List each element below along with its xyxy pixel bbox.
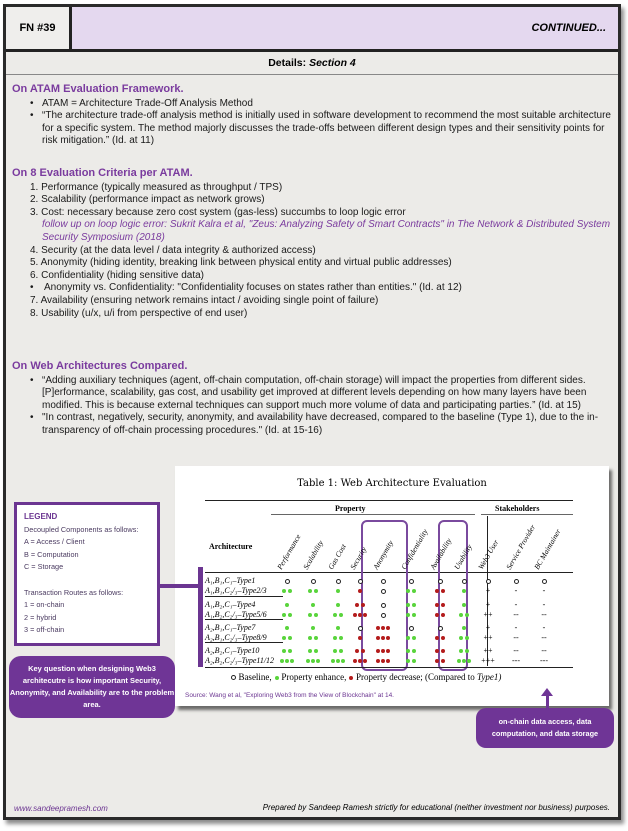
table-cell bbox=[427, 646, 453, 656]
table-cell bbox=[370, 633, 396, 643]
legend-box bbox=[14, 502, 160, 646]
web-heading: On Web Architectures Compared. bbox=[12, 360, 188, 372]
baseline-mark bbox=[438, 579, 443, 584]
enhance-mark bbox=[462, 603, 466, 607]
enhance-mark bbox=[465, 613, 469, 617]
enhance-mark bbox=[288, 613, 292, 617]
enhance-mark bbox=[282, 649, 286, 653]
enhance-mark bbox=[412, 603, 416, 607]
architecture-label: A₁,B₂,C₂/₃–Type5/6 bbox=[205, 610, 267, 619]
decrease-mark bbox=[358, 589, 362, 593]
table-cell bbox=[370, 610, 396, 620]
legend-line: 2 = hybrid bbox=[24, 612, 57, 622]
enhance-mark bbox=[457, 659, 461, 663]
legend-line: 1 = on-chain bbox=[24, 600, 65, 610]
baseline-mark bbox=[311, 579, 316, 584]
baseline-mark bbox=[381, 579, 386, 584]
table-key: Baseline, Property enhance, Property decrease; (Compared to Type1) bbox=[230, 672, 501, 682]
table-cell bbox=[427, 576, 453, 586]
website-link[interactable]: www.sandeepramesh.com bbox=[14, 804, 108, 813]
decrease-mark bbox=[381, 636, 385, 640]
enhance-mark bbox=[462, 659, 466, 663]
enhance-mark bbox=[339, 613, 343, 617]
table-cell bbox=[300, 610, 326, 620]
decrease-mark bbox=[441, 636, 445, 640]
group-divider bbox=[205, 642, 283, 643]
enhance-mark bbox=[316, 659, 320, 663]
prepared-by-note: Prepared by Sandeep Ramesh strictly for educational (neither investment nor business) purposes. bbox=[262, 803, 610, 812]
list-item: • ATAM = Architecture Trade-Off Analysis Method bbox=[30, 98, 612, 111]
enhance-mark bbox=[314, 649, 318, 653]
baseline-mark bbox=[438, 626, 443, 631]
enhance-mark bbox=[311, 659, 315, 663]
decrease-mark bbox=[363, 659, 367, 663]
list-item: • "In contrast, negatively, security, anonymity, and availability have decreased, compared to the baseline (Type 1), due to the in-transparency of off-chain processing procedures." (Id. at 15-16) bbox=[30, 412, 612, 437]
column-header: Usability bbox=[452, 542, 474, 571]
enhance-mark bbox=[333, 613, 337, 617]
table-cell bbox=[451, 610, 477, 620]
baseline-mark bbox=[285, 579, 290, 584]
table-cell: - bbox=[514, 623, 518, 632]
decrease-mark bbox=[435, 659, 439, 663]
enhance-mark bbox=[288, 636, 292, 640]
table-cell bbox=[274, 623, 300, 633]
baseline-icon bbox=[231, 675, 236, 680]
criteria-heading: On 8 Evaluation Criteria per ATAM. bbox=[12, 167, 193, 179]
decrease-mark bbox=[435, 636, 439, 640]
enhance-mark bbox=[308, 589, 312, 593]
legend-line: C = Storage bbox=[24, 562, 64, 572]
table-cell bbox=[398, 656, 424, 666]
column-header: Performance bbox=[275, 532, 303, 571]
decrease-mark bbox=[441, 649, 445, 653]
group-divider bbox=[205, 596, 283, 597]
enhance-mark bbox=[336, 603, 340, 607]
enhance-mark bbox=[314, 613, 318, 617]
enhance-mark bbox=[285, 603, 289, 607]
enhance-mark bbox=[406, 589, 410, 593]
architecture-label: A₁,B₁,C₂/₃–Type2/3 bbox=[205, 586, 267, 595]
enhance-mark bbox=[311, 603, 315, 607]
enhance-mark bbox=[311, 626, 315, 630]
decrease-mark bbox=[355, 603, 359, 607]
table-cell bbox=[451, 600, 477, 610]
table-cell bbox=[451, 646, 477, 656]
architecture-label: A₂,B₂,C₂/₃–Type11/12 bbox=[205, 656, 275, 665]
table-cell bbox=[274, 656, 300, 666]
table-cell: - bbox=[542, 600, 546, 609]
decrease-mark bbox=[361, 649, 365, 653]
enhance-mark bbox=[280, 659, 284, 663]
table-cell: - bbox=[542, 586, 546, 595]
enhance-mark bbox=[331, 659, 335, 663]
enhance-mark bbox=[459, 649, 463, 653]
column-header: Confidentiality bbox=[399, 527, 430, 571]
architecture-label: A₂,B₂,C₁–Type10 bbox=[205, 646, 260, 655]
enhance-mark bbox=[412, 613, 416, 617]
enhance-mark bbox=[308, 636, 312, 640]
enhance-mark bbox=[406, 636, 410, 640]
decrease-mark bbox=[435, 603, 439, 607]
table-cell bbox=[370, 656, 396, 666]
legend-line: Decoupled Components as follows: bbox=[24, 524, 139, 534]
legend-line bbox=[24, 574, 150, 587]
column-header: Security bbox=[348, 545, 369, 571]
decrease-mark bbox=[386, 649, 390, 653]
table-cell bbox=[451, 586, 477, 596]
group-property: Property bbox=[335, 504, 366, 513]
column-header: BC Maintainer bbox=[532, 527, 563, 571]
decrease-mark bbox=[381, 659, 385, 663]
table-cell bbox=[451, 623, 477, 633]
list-item: • “The architecture trade-off analysis method is initially used in software development to recommend the most suitable architecture for a specific system. The method majorly discusses the trade-offs between different design types and their sensitivity points for risk mitigation.” (Id. at 11) bbox=[30, 110, 612, 148]
enhance-mark bbox=[336, 626, 340, 630]
table-cell bbox=[427, 633, 453, 643]
table-cell bbox=[300, 576, 326, 586]
table-source: Source: Wang et al, "Exploring Web3 from the View of Blockchain" at 14. bbox=[185, 692, 394, 699]
enhance-mark bbox=[288, 589, 292, 593]
baseline-mark bbox=[381, 613, 386, 618]
baseline-mark bbox=[409, 579, 414, 584]
table-cell bbox=[398, 576, 424, 586]
group-divider bbox=[205, 619, 283, 620]
table-cell bbox=[274, 576, 300, 586]
table-cell: --- bbox=[540, 656, 548, 665]
decrease-mark bbox=[386, 626, 390, 630]
decrease-icon bbox=[349, 676, 353, 680]
criteria-item: 6. Confidentiality (hiding sensitive data) bbox=[30, 269, 204, 281]
column-header: Scalability bbox=[301, 538, 326, 571]
row-bracket bbox=[198, 567, 203, 667]
enhance-mark bbox=[339, 649, 343, 653]
table-cell bbox=[274, 600, 300, 610]
table-cell bbox=[451, 656, 477, 666]
table-cell: --- bbox=[512, 656, 520, 665]
decrease-mark bbox=[441, 603, 445, 607]
criteria-section bbox=[12, 167, 612, 320]
table-cell bbox=[274, 646, 300, 656]
legend-line: Transaction Routes as follows: bbox=[24, 587, 124, 597]
table-cell: ++ bbox=[483, 610, 493, 619]
table-cell: -- bbox=[513, 646, 519, 655]
table-cell bbox=[398, 646, 424, 656]
enhance-mark bbox=[459, 613, 463, 617]
criteria-item: 1. Performance (typically measured as throughput / TPS) bbox=[30, 181, 283, 193]
baseline-mark bbox=[462, 579, 467, 584]
enhance-mark bbox=[406, 649, 410, 653]
criteria-item: 3. Cost: necessary because zero cost system (gas-less) succumbs to loop logic error bbox=[30, 206, 406, 218]
decrease-mark bbox=[353, 613, 357, 617]
enhance-mark bbox=[333, 649, 337, 653]
table-cell: -- bbox=[541, 646, 547, 655]
enhance-mark bbox=[288, 649, 292, 653]
criteria-item: 4. Security (at the data level / data integrity & authorized access) bbox=[30, 244, 316, 256]
enhance-mark bbox=[462, 589, 466, 593]
table-cell: -- bbox=[513, 633, 519, 642]
table-cell bbox=[300, 633, 326, 643]
table-cell bbox=[300, 623, 326, 633]
column-header: Web3 User bbox=[476, 538, 501, 571]
legend-line: A = Access / Client bbox=[24, 537, 85, 547]
table-cell bbox=[370, 646, 396, 656]
table-cell bbox=[274, 586, 300, 596]
table-cell bbox=[451, 633, 477, 643]
table-cell: + bbox=[485, 586, 491, 595]
decrease-mark bbox=[441, 589, 445, 593]
table-cell bbox=[427, 586, 453, 596]
architecture-header: Architecture bbox=[209, 542, 253, 551]
decrease-mark bbox=[435, 649, 439, 653]
table-cell bbox=[370, 576, 396, 586]
enhance-mark bbox=[308, 613, 312, 617]
table-cell bbox=[300, 600, 326, 610]
decrease-mark bbox=[376, 649, 380, 653]
list-item: • “Adding auxiliary techniques (agent, off-chain computation, off-chain storage) will impact the properties from different sides. [P]erformance, scalability, gas cost, and usability get improved at different levels depending on how many layers have been modified. This is because external techniques can support much more volume of data and participating parties.” (Id. at 15) bbox=[30, 375, 612, 413]
enhance-mark bbox=[412, 659, 416, 663]
details-section: Section 4 bbox=[309, 57, 356, 69]
architecture-label: A₂,B₁,C₁–Type7 bbox=[205, 623, 256, 632]
enhance-mark bbox=[412, 649, 416, 653]
enhance-mark bbox=[339, 636, 343, 640]
enhance-mark bbox=[314, 589, 318, 593]
table-cell: +++ bbox=[481, 656, 495, 665]
continued-label: CONTINUED... bbox=[531, 22, 606, 34]
table-cell: + bbox=[485, 600, 491, 609]
decrease-mark bbox=[386, 636, 390, 640]
details-bar bbox=[6, 52, 618, 75]
table-cell bbox=[398, 600, 424, 610]
criteria-item: • Anonymity vs. Confidentiality: "Confidentiality focuses on states rather than entities." (Id. at 12) bbox=[30, 282, 612, 295]
table-cell bbox=[370, 600, 396, 610]
table-title: Table 1: Web Architecture Evaluation bbox=[297, 478, 487, 489]
atam-section bbox=[12, 83, 612, 148]
table-cell bbox=[398, 623, 424, 633]
web-section bbox=[12, 360, 612, 438]
criteria-item: 5. Anonymity (hiding identity, breaking link between physical entity and virtual public addresses) bbox=[30, 257, 452, 269]
column-header: Gas Cost bbox=[326, 542, 348, 571]
criteria-item: 2. Scalability (performance impact as network grows) bbox=[30, 194, 265, 206]
decrease-mark bbox=[358, 636, 362, 640]
architecture-label: A₁,B₁,C₁–Type1 bbox=[205, 576, 256, 585]
footnote-number: FN #39 bbox=[6, 7, 72, 49]
decrease-mark bbox=[441, 659, 445, 663]
table-cell bbox=[370, 586, 396, 596]
table-cell bbox=[398, 610, 424, 620]
baseline-mark bbox=[358, 626, 363, 631]
decrease-mark bbox=[358, 659, 362, 663]
table-cell: - bbox=[542, 623, 546, 632]
enhance-mark bbox=[406, 613, 410, 617]
decrease-mark bbox=[386, 659, 390, 663]
table-cell bbox=[475, 576, 501, 586]
baseline-mark bbox=[358, 579, 363, 584]
enhance-mark bbox=[465, 636, 469, 640]
table-cell bbox=[300, 646, 326, 656]
header-bar bbox=[6, 7, 618, 52]
enhance-mark bbox=[306, 659, 310, 663]
table-cell bbox=[503, 576, 529, 586]
architecture-label: A₁,B₂,C₁–Type4 bbox=[205, 600, 256, 609]
baseline-mark bbox=[409, 626, 414, 631]
decrease-mark bbox=[435, 589, 439, 593]
architecture-label: A₂,B₁,C₂/₃–Type8/9 bbox=[205, 633, 267, 642]
enhance-mark bbox=[459, 636, 463, 640]
enhance-mark bbox=[314, 636, 318, 640]
group-stakeholders: Stakeholders bbox=[495, 504, 540, 513]
connector-line bbox=[158, 584, 202, 588]
table-cell bbox=[427, 610, 453, 620]
enhance-icon bbox=[275, 676, 279, 680]
table-cell: - bbox=[514, 600, 518, 609]
table-cell: ++ bbox=[483, 633, 493, 642]
decrease-mark bbox=[376, 659, 380, 663]
decrease-mark bbox=[363, 613, 367, 617]
enhance-mark bbox=[333, 636, 337, 640]
decrease-mark bbox=[361, 603, 365, 607]
decrease-mark bbox=[381, 626, 385, 630]
baseline-mark bbox=[486, 579, 491, 584]
decrease-mark bbox=[381, 649, 385, 653]
table-cell bbox=[427, 600, 453, 610]
enhance-mark bbox=[282, 636, 286, 640]
baseline-mark bbox=[381, 589, 386, 594]
column-header: Availability bbox=[428, 536, 454, 571]
table-cell: ++ bbox=[483, 646, 493, 655]
enhance-mark bbox=[412, 636, 416, 640]
criteria-item: 7. Availability (ensuring network remains intact / avoiding single point of failure) bbox=[30, 294, 379, 306]
table-cell: -- bbox=[541, 610, 547, 619]
enhance-mark bbox=[282, 613, 286, 617]
table-cell bbox=[451, 576, 477, 586]
decrease-mark bbox=[435, 613, 439, 617]
enhance-mark bbox=[462, 626, 466, 630]
baseline-mark bbox=[381, 603, 386, 608]
table-cell bbox=[427, 656, 453, 666]
criteria-item: follow up on loop logic error: Sukrit Kalra et al, "Zeus: Analyzing Safety of Smart Contracts" in The Network & Distributed System Security Symposium (2018) bbox=[42, 219, 611, 243]
criteria-item: 8. Usability (u/x, u/i from perspective of end user) bbox=[30, 307, 248, 319]
table-cell bbox=[398, 586, 424, 596]
column-header: Anonymity bbox=[371, 538, 396, 571]
key-question-callout: Key question when designing Web3 architecutre is how important Security, Anonymity, and Availability are to the problem area. bbox=[9, 656, 175, 718]
enhance-mark bbox=[285, 626, 289, 630]
atam-heading: On ATAM Evaluation Framework. bbox=[12, 83, 184, 95]
enhance-mark bbox=[336, 659, 340, 663]
table-cell: - bbox=[514, 586, 518, 595]
legend-line: 3 = off-chain bbox=[24, 625, 65, 635]
enhance-mark bbox=[336, 589, 340, 593]
baseline-mark bbox=[514, 579, 519, 584]
table-cell: -- bbox=[541, 633, 547, 642]
enhance-mark bbox=[285, 659, 289, 663]
details-label: Details: bbox=[268, 57, 307, 69]
decrease-mark bbox=[441, 613, 445, 617]
baseline-mark bbox=[336, 579, 341, 584]
decrease-mark bbox=[353, 659, 357, 663]
decrease-mark bbox=[376, 636, 380, 640]
legend-line: B = Computation bbox=[24, 549, 79, 559]
enhance-mark bbox=[282, 589, 286, 593]
table-cell bbox=[370, 623, 396, 633]
enhance-mark bbox=[308, 649, 312, 653]
enhance-mark bbox=[465, 649, 469, 653]
enhance-mark bbox=[406, 659, 410, 663]
table-cell bbox=[300, 586, 326, 596]
column-header: Service Provider bbox=[504, 522, 538, 571]
decrease-mark bbox=[355, 649, 359, 653]
enhance-mark bbox=[341, 659, 345, 663]
decrease-mark bbox=[376, 626, 380, 630]
table-cell bbox=[300, 656, 326, 666]
architecture-evaluation-table bbox=[175, 466, 609, 706]
table-cell bbox=[531, 576, 557, 586]
table-cell: + bbox=[485, 623, 491, 632]
enhance-mark bbox=[467, 659, 471, 663]
enhance-mark bbox=[412, 589, 416, 593]
onchain-note-callout: on-chain data access, data computation, and data storage bbox=[476, 708, 614, 748]
enhance-mark bbox=[406, 603, 410, 607]
enhance-mark bbox=[290, 659, 294, 663]
table-cell bbox=[427, 623, 453, 633]
decrease-mark bbox=[358, 613, 362, 617]
table-cell: -- bbox=[513, 610, 519, 619]
baseline-mark bbox=[542, 579, 547, 584]
table-cell bbox=[398, 633, 424, 643]
legend-title: LEGEND bbox=[24, 512, 58, 521]
